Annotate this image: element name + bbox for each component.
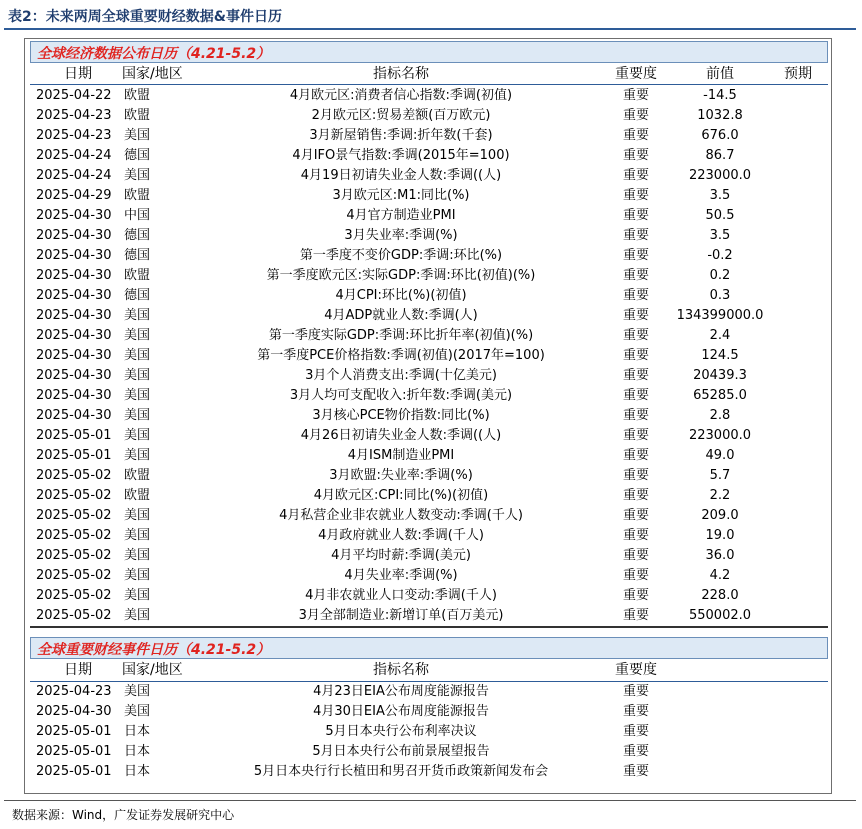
table-row bbox=[30, 346, 828, 366]
table-row bbox=[30, 226, 828, 246]
importance-cell: 重要 bbox=[622, 128, 649, 143]
indicator-cell: 3月新屋销售:季调:折年数(千套) bbox=[309, 128, 493, 143]
date-cell: 2025-05-01 bbox=[36, 724, 112, 739]
indicator-cell: 第一季度PCE价格指数:季调(初值)(2017年=100) bbox=[257, 348, 545, 363]
forecast-cell bbox=[768, 126, 828, 146]
date-cell: 2025-05-02 bbox=[36, 568, 112, 583]
previous-value-cell: 20439.3 bbox=[693, 368, 747, 383]
date-cell: 2025-04-30 bbox=[36, 228, 112, 243]
importance-cell: 重要 bbox=[622, 288, 649, 303]
table-row bbox=[30, 306, 828, 326]
table-row bbox=[30, 526, 828, 546]
forecast-cell bbox=[768, 346, 828, 366]
previous-value-cell: 4.2 bbox=[709, 568, 731, 583]
date-cell: 2025-05-01 bbox=[36, 744, 112, 759]
importance-cell: 重要 bbox=[622, 764, 649, 779]
date-cell: 2025-05-01 bbox=[36, 764, 112, 779]
forecast-cell bbox=[768, 286, 828, 306]
table-row bbox=[30, 546, 828, 566]
previous-value-cell: 223000.0 bbox=[688, 428, 752, 443]
indicator-cell: 第一季度欧元区:实际GDP:季调:环比(初值)(%) bbox=[266, 268, 536, 283]
forecast-cell bbox=[768, 206, 828, 226]
section1-header-row bbox=[30, 64, 828, 84]
table-row bbox=[30, 586, 828, 606]
country-cell: 德国 bbox=[124, 288, 151, 303]
importance-cell: 重要 bbox=[622, 528, 649, 543]
previous-value-cell: 228.0 bbox=[701, 588, 739, 603]
indicator-cell: 4月IFO景气指数:季调(2015年=100) bbox=[292, 148, 510, 163]
importance-cell: 重要 bbox=[622, 468, 649, 483]
indicator-cell: 4月19日初请失业金人数:季调((人) bbox=[300, 168, 502, 183]
section2-heading: 全球重要财经事件日历（4.21-5.2） bbox=[37, 642, 271, 658]
date-cell: 2025-04-30 bbox=[36, 348, 112, 363]
country-cell: 美国 bbox=[124, 508, 151, 523]
date-cell: 2025-04-30 bbox=[36, 308, 112, 323]
indicator-cell: 3月人均可支配收入:折年数:季调(美元) bbox=[289, 388, 513, 403]
date-cell: 2025-04-30 bbox=[36, 368, 112, 383]
forecast-cell bbox=[768, 166, 828, 186]
table-row bbox=[30, 486, 828, 506]
date-cell: 2025-04-22 bbox=[36, 88, 112, 103]
table-row bbox=[30, 166, 828, 186]
previous-value-cell: 49.0 bbox=[705, 448, 735, 463]
country-cell: 美国 bbox=[124, 128, 151, 143]
date-cell: 2025-04-30 bbox=[36, 248, 112, 263]
importance-cell: 重要 bbox=[622, 608, 649, 623]
table-row bbox=[30, 326, 828, 346]
country-cell: 日本 bbox=[124, 744, 151, 759]
indicator-cell: 4月26日初请失业金人数:季调((人) bbox=[300, 428, 502, 443]
indicator-cell: 4月CPI:环比(%)(初值) bbox=[335, 288, 467, 303]
country-cell: 欧盟 bbox=[124, 468, 151, 483]
previous-value-cell: 550002.0 bbox=[688, 608, 752, 623]
table-row bbox=[30, 506, 828, 526]
date-cell: 2025-05-01 bbox=[36, 428, 112, 443]
date-cell: 2025-04-30 bbox=[36, 208, 112, 223]
forecast-cell bbox=[768, 426, 828, 446]
importance-cell: 重要 bbox=[622, 188, 649, 203]
indicator-cell: 3月全部制造业:新增订单(百万美元) bbox=[298, 608, 504, 623]
table-row bbox=[30, 742, 828, 762]
importance-cell: 重要 bbox=[622, 168, 649, 183]
importance-cell: 重要 bbox=[622, 388, 649, 403]
indicator-cell: 4月欧元区:消费者信心指数:季调(初值) bbox=[289, 88, 513, 103]
indicator-cell: 3月失业率:季调(%) bbox=[344, 228, 458, 243]
previous-value-cell: 124.5 bbox=[701, 348, 739, 363]
previous-value-cell: 86.7 bbox=[705, 148, 735, 163]
previous-value-cell: 0.2 bbox=[709, 268, 731, 283]
country-cell: 欧盟 bbox=[124, 188, 151, 203]
title-rule bbox=[4, 28, 856, 30]
date-cell: 2025-05-02 bbox=[36, 488, 112, 503]
header-importance: 重要度 bbox=[615, 66, 657, 82]
table-row bbox=[30, 246, 828, 266]
country-cell: 美国 bbox=[124, 588, 151, 603]
importance-cell: 重要 bbox=[622, 268, 649, 283]
table-row bbox=[30, 722, 828, 742]
header-indicator: 指标名称 bbox=[373, 662, 429, 678]
indicator-cell: 第一季度不变价GDP:季调:环比(%) bbox=[299, 248, 503, 263]
date-cell: 2025-04-30 bbox=[36, 388, 112, 403]
date-cell: 2025-04-30 bbox=[36, 268, 112, 283]
country-cell: 美国 bbox=[124, 704, 151, 719]
importance-cell: 重要 bbox=[622, 704, 649, 719]
table-row bbox=[30, 446, 828, 466]
indicator-cell: 4月ISM制造业PMI bbox=[347, 448, 455, 463]
indicator-cell: 2月欧元区:贸易差额(百万欧元) bbox=[311, 108, 491, 123]
section1-end-rule bbox=[30, 626, 828, 628]
country-cell: 美国 bbox=[124, 308, 151, 323]
country-cell: 中国 bbox=[124, 208, 151, 223]
forecast-cell bbox=[768, 106, 828, 126]
forecast-cell bbox=[768, 186, 828, 206]
table-row bbox=[30, 106, 828, 126]
country-cell: 欧盟 bbox=[124, 268, 151, 283]
forecast-cell bbox=[768, 226, 828, 246]
footer-rule bbox=[4, 800, 856, 801]
table-title-bar bbox=[4, 2, 854, 30]
country-cell: 美国 bbox=[124, 568, 151, 583]
date-cell: 2025-05-02 bbox=[36, 548, 112, 563]
importance-cell: 重要 bbox=[622, 248, 649, 263]
date-cell: 2025-05-01 bbox=[36, 448, 112, 463]
importance-cell: 重要 bbox=[622, 228, 649, 243]
importance-cell: 重要 bbox=[622, 108, 649, 123]
importance-cell: 重要 bbox=[622, 744, 649, 759]
date-cell: 2025-04-30 bbox=[36, 328, 112, 343]
date-cell: 2025-04-30 bbox=[36, 704, 112, 719]
previous-value-cell: 19.0 bbox=[705, 528, 735, 543]
forecast-cell bbox=[768, 466, 828, 486]
table-title: 表2：未来两周全球重要财经数据&事件日历 bbox=[8, 9, 282, 25]
table-row bbox=[30, 386, 828, 406]
country-cell: 美国 bbox=[124, 684, 151, 699]
country-cell: 德国 bbox=[124, 148, 151, 163]
indicator-cell: 4月23日EIA公布周度能源报告 bbox=[313, 684, 489, 699]
header-date: 日期 bbox=[64, 662, 92, 678]
indicator-cell: 4月30日EIA公布周度能源报告 bbox=[313, 704, 489, 719]
date-cell: 2025-05-02 bbox=[36, 468, 112, 483]
table-row bbox=[30, 682, 828, 702]
forecast-cell bbox=[768, 86, 828, 106]
country-cell: 美国 bbox=[124, 368, 151, 383]
header-previous: 前值 bbox=[706, 66, 734, 82]
indicator-cell: 4月失业率:季调(%) bbox=[344, 568, 458, 583]
country-cell: 美国 bbox=[124, 608, 151, 623]
source-note: 数据来源：Wind，广发证券发展研究中心 bbox=[12, 808, 235, 822]
importance-cell: 重要 bbox=[622, 488, 649, 503]
forecast-cell bbox=[768, 406, 828, 426]
forecast-cell bbox=[768, 386, 828, 406]
table-row bbox=[30, 146, 828, 166]
forecast-cell bbox=[768, 486, 828, 506]
header-forecast: 预期 bbox=[784, 66, 812, 82]
country-cell: 德国 bbox=[124, 228, 151, 243]
previous-value-cell: 50.5 bbox=[705, 208, 735, 223]
section1-heading-bar bbox=[30, 41, 828, 63]
indicator-cell: 4月欧元区:CPI:同比(%)(初值) bbox=[313, 488, 489, 503]
table-row bbox=[30, 126, 828, 146]
date-cell: 2025-04-29 bbox=[36, 188, 112, 203]
importance-cell: 重要 bbox=[622, 548, 649, 563]
country-cell: 日本 bbox=[124, 764, 151, 779]
previous-value-cell: 2.8 bbox=[709, 408, 731, 423]
date-cell: 2025-04-23 bbox=[36, 684, 112, 699]
country-cell: 美国 bbox=[124, 428, 151, 443]
previous-value-cell: 3.5 bbox=[709, 228, 731, 243]
table-row bbox=[30, 206, 828, 226]
country-cell: 美国 bbox=[124, 528, 151, 543]
previous-value-cell: 2.2 bbox=[709, 488, 731, 503]
importance-cell: 重要 bbox=[622, 448, 649, 463]
importance-cell: 重要 bbox=[622, 328, 649, 343]
forecast-cell bbox=[768, 446, 828, 466]
country-cell: 美国 bbox=[124, 448, 151, 463]
indicator-cell: 3月核心PCE物价指数:同比(%) bbox=[312, 408, 490, 423]
date-cell: 2025-05-02 bbox=[36, 608, 112, 623]
importance-cell: 重要 bbox=[622, 88, 649, 103]
forecast-cell bbox=[768, 146, 828, 166]
forecast-cell bbox=[768, 506, 828, 526]
table-row bbox=[30, 366, 828, 386]
section1-header-rule bbox=[30, 84, 828, 85]
indicator-cell: 5月日本央行行长植田和男召开货币政策新闻发布会 bbox=[253, 764, 549, 779]
forecast-cell bbox=[768, 326, 828, 346]
previous-value-cell: 134399000.0 bbox=[676, 308, 764, 323]
indicator-cell: 5月日本央行公布前景展望报告 bbox=[312, 744, 490, 759]
previous-value-cell: 0.3 bbox=[709, 288, 731, 303]
importance-cell: 重要 bbox=[622, 208, 649, 223]
previous-value-cell: 209.0 bbox=[701, 508, 739, 523]
table-row bbox=[30, 186, 828, 206]
indicator-cell: 4月官方制造业PMI bbox=[346, 208, 456, 223]
date-cell: 2025-04-30 bbox=[36, 408, 112, 423]
previous-value-cell: 5.7 bbox=[709, 468, 731, 483]
importance-cell: 重要 bbox=[622, 308, 649, 323]
importance-cell: 重要 bbox=[622, 408, 649, 423]
previous-value-cell: 36.0 bbox=[705, 548, 735, 563]
importance-cell: 重要 bbox=[622, 428, 649, 443]
table-row bbox=[30, 86, 828, 106]
section1-heading: 全球经济数据公布日历（4.21-5.2） bbox=[37, 46, 271, 62]
indicator-cell: 3月欧盟:失业率:季调(%) bbox=[329, 468, 473, 483]
table-row bbox=[30, 286, 828, 306]
importance-cell: 重要 bbox=[622, 148, 649, 163]
forecast-cell bbox=[768, 546, 828, 566]
importance-cell: 重要 bbox=[622, 508, 649, 523]
section2-heading-bar bbox=[30, 637, 828, 659]
indicator-cell: 第一季度实际GDP:季调:环比折年率(初值)(%) bbox=[268, 328, 534, 343]
table-row bbox=[30, 762, 828, 782]
previous-value-cell: 2.4 bbox=[709, 328, 731, 343]
forecast-cell bbox=[768, 566, 828, 586]
country-cell: 德国 bbox=[124, 248, 151, 263]
table-row bbox=[30, 266, 828, 286]
indicator-cell: 4月ADP就业人数:季调(人) bbox=[324, 308, 478, 323]
country-cell: 美国 bbox=[124, 548, 151, 563]
table-row bbox=[30, 406, 828, 426]
country-cell: 欧盟 bbox=[124, 108, 151, 123]
importance-cell: 重要 bbox=[622, 568, 649, 583]
previous-value-cell: 223000.0 bbox=[688, 168, 752, 183]
header-importance: 重要度 bbox=[615, 662, 657, 678]
country-cell: 美国 bbox=[124, 168, 151, 183]
country-cell: 欧盟 bbox=[124, 488, 151, 503]
date-cell: 2025-04-24 bbox=[36, 168, 112, 183]
table-row bbox=[30, 702, 828, 722]
date-cell: 2025-04-23 bbox=[36, 128, 112, 143]
date-cell: 2025-04-24 bbox=[36, 148, 112, 163]
forecast-cell bbox=[768, 306, 828, 326]
date-cell: 2025-04-23 bbox=[36, 108, 112, 123]
header-indicator: 指标名称 bbox=[373, 66, 429, 82]
importance-cell: 重要 bbox=[622, 588, 649, 603]
previous-value-cell: 1032.8 bbox=[697, 108, 743, 123]
date-cell: 2025-05-02 bbox=[36, 588, 112, 603]
header-country: 国家/地区 bbox=[122, 662, 183, 678]
previous-value-cell: 3.5 bbox=[709, 188, 731, 203]
importance-cell: 重要 bbox=[622, 368, 649, 383]
indicator-cell: 4月政府就业人数:季调(千人) bbox=[318, 528, 484, 543]
forecast-cell bbox=[768, 606, 828, 626]
table-row bbox=[30, 606, 828, 626]
previous-value-cell: -14.5 bbox=[703, 88, 737, 103]
indicator-cell: 3月个人消费支出:季调(十亿美元) bbox=[305, 368, 497, 383]
section2-header-row bbox=[30, 660, 828, 680]
country-cell: 日本 bbox=[124, 724, 151, 739]
importance-cell: 重要 bbox=[622, 724, 649, 739]
indicator-cell: 3月欧元区:M1:同比(%) bbox=[332, 188, 470, 203]
forecast-cell bbox=[768, 246, 828, 266]
date-cell: 2025-04-30 bbox=[36, 288, 112, 303]
forecast-cell bbox=[768, 526, 828, 546]
date-cell: 2025-05-02 bbox=[36, 508, 112, 523]
forecast-cell bbox=[768, 366, 828, 386]
indicator-cell: 4月平均时薪:季调(美元) bbox=[331, 548, 471, 563]
importance-cell: 重要 bbox=[622, 348, 649, 363]
indicator-cell: 4月私营企业非农就业人数变动:季调(千人) bbox=[279, 508, 523, 523]
forecast-cell bbox=[768, 266, 828, 286]
importance-cell: 重要 bbox=[622, 684, 649, 699]
table-row bbox=[30, 466, 828, 486]
header-date: 日期 bbox=[64, 66, 92, 82]
date-cell: 2025-05-02 bbox=[36, 528, 112, 543]
previous-value-cell: -0.2 bbox=[707, 248, 733, 263]
country-cell: 欧盟 bbox=[124, 88, 151, 103]
table-row bbox=[30, 426, 828, 446]
indicator-cell: 5月日本央行公布利率决议 bbox=[325, 724, 477, 739]
table-row bbox=[30, 566, 828, 586]
country-cell: 美国 bbox=[124, 388, 151, 403]
country-cell: 美国 bbox=[124, 328, 151, 343]
header-country: 国家/地区 bbox=[122, 66, 183, 82]
indicator-cell: 4月非农就业人口变动:季调(千人) bbox=[305, 588, 497, 603]
previous-value-cell: 676.0 bbox=[701, 128, 739, 143]
country-cell: 美国 bbox=[124, 348, 151, 363]
previous-value-cell: 65285.0 bbox=[693, 388, 747, 403]
country-cell: 美国 bbox=[124, 408, 151, 423]
forecast-cell bbox=[768, 586, 828, 606]
